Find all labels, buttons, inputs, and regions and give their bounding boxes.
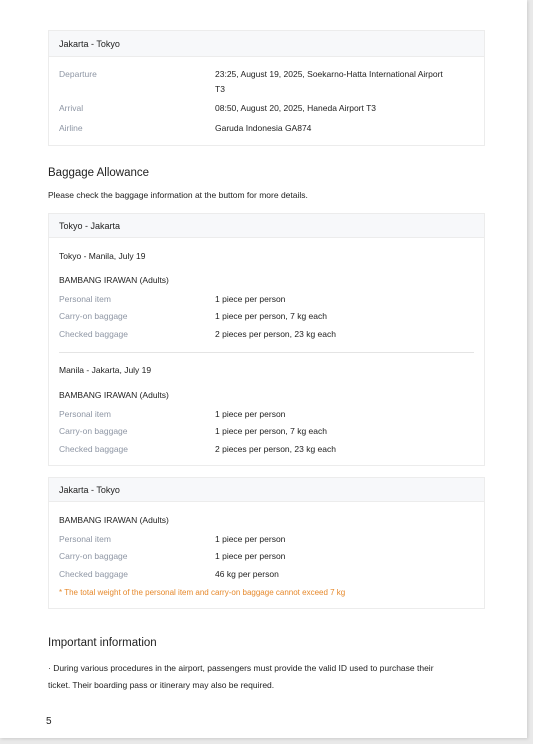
card-2-passenger: BAMBANG IRAWAN (Adults) <box>59 515 169 525</box>
departure-value-cont: T3 <box>215 84 225 94</box>
arrival-label: Arrival <box>59 103 84 113</box>
segment-1-personal-label: Personal item <box>59 294 111 304</box>
airline-label: Airline <box>59 123 83 133</box>
weight-limit-note: * The total weight of the personal item and carry-on baggage cannot exceed 7 kg <box>59 588 346 597</box>
flight-card <box>48 30 485 146</box>
segment-2-carryon-value: 1 piece per person, 7 kg each <box>215 426 327 436</box>
segment-1-passenger: BAMBANG IRAWAN (Adults) <box>59 275 169 285</box>
baggage-title: Baggage Allowance <box>48 167 150 179</box>
baggage-card-2-header <box>49 478 484 502</box>
flight-card-header <box>49 31 484 57</box>
departure-value: 23:25, August 19, 2025, Soekarno-Hatta International Airport <box>215 69 443 79</box>
segment-1-personal-value: 1 piece per person <box>215 294 286 304</box>
segment-1-checked-label: Checked baggage <box>59 329 129 339</box>
baggage-card-1-header <box>49 214 484 238</box>
segment-1-carryon-value: 1 piece per person, 7 kg each <box>215 311 327 321</box>
baggage-intro: Please check the baggage information at the buttom for more details. <box>48 190 308 200</box>
baggage-card-tokyo-jakarta <box>48 213 485 466</box>
segment-1-carryon-label: Carry-on baggage <box>59 311 128 321</box>
card-2-carryon-label: Carry-on baggage <box>59 551 128 561</box>
page-number: 5 <box>46 716 52 727</box>
card-2-carryon-value: 1 piece per person <box>215 551 286 561</box>
departure-label: Departure <box>59 69 97 79</box>
baggage-card-1-route: Tokyo - Jakarta <box>59 221 121 231</box>
airline-value: Garuda Indonesia GA874 <box>215 123 312 133</box>
card-2-checked-value: 46 kg per person <box>215 569 279 579</box>
baggage-card-jakarta-tokyo <box>48 477 485 609</box>
segment-2-carryon-label: Carry-on baggage <box>59 426 128 436</box>
segment-2-checked-value: 2 pieces per person, 23 kg each <box>215 444 336 454</box>
segment-2-passenger: BAMBANG IRAWAN (Adults) <box>59 390 169 400</box>
segment-2-personal-label: Personal item <box>59 409 111 419</box>
segment-2-personal-value: 1 piece per person <box>215 409 286 419</box>
arrival-value: 08:50, August 20, 2025, Haneda Airport T3 <box>215 103 376 113</box>
segment-2-checked-label: Checked baggage <box>59 444 129 454</box>
card-2-personal-value: 1 piece per person <box>215 534 286 544</box>
card-2-checked-label: Checked baggage <box>59 569 129 579</box>
important-line-2: ticket. Their boarding pass or itinerary may also be required. <box>48 680 275 690</box>
segment-divider <box>59 352 474 353</box>
card-2-personal-label: Personal item <box>59 534 111 544</box>
segment-2-title: Manila - Jakarta, July 19 <box>59 365 152 375</box>
segment-1-title: Tokyo - Manila, July 19 <box>59 251 146 261</box>
important-line-1: · During various procedures in the airport, passengers must provide the valid ID used to purchase their <box>48 663 434 673</box>
segment-1-checked-value: 2 pieces per person, 23 kg each <box>215 329 336 339</box>
flight-route: Jakarta - Tokyo <box>59 39 120 49</box>
baggage-card-2-route: Jakarta - Tokyo <box>59 485 120 495</box>
important-title: Important information <box>48 637 157 649</box>
